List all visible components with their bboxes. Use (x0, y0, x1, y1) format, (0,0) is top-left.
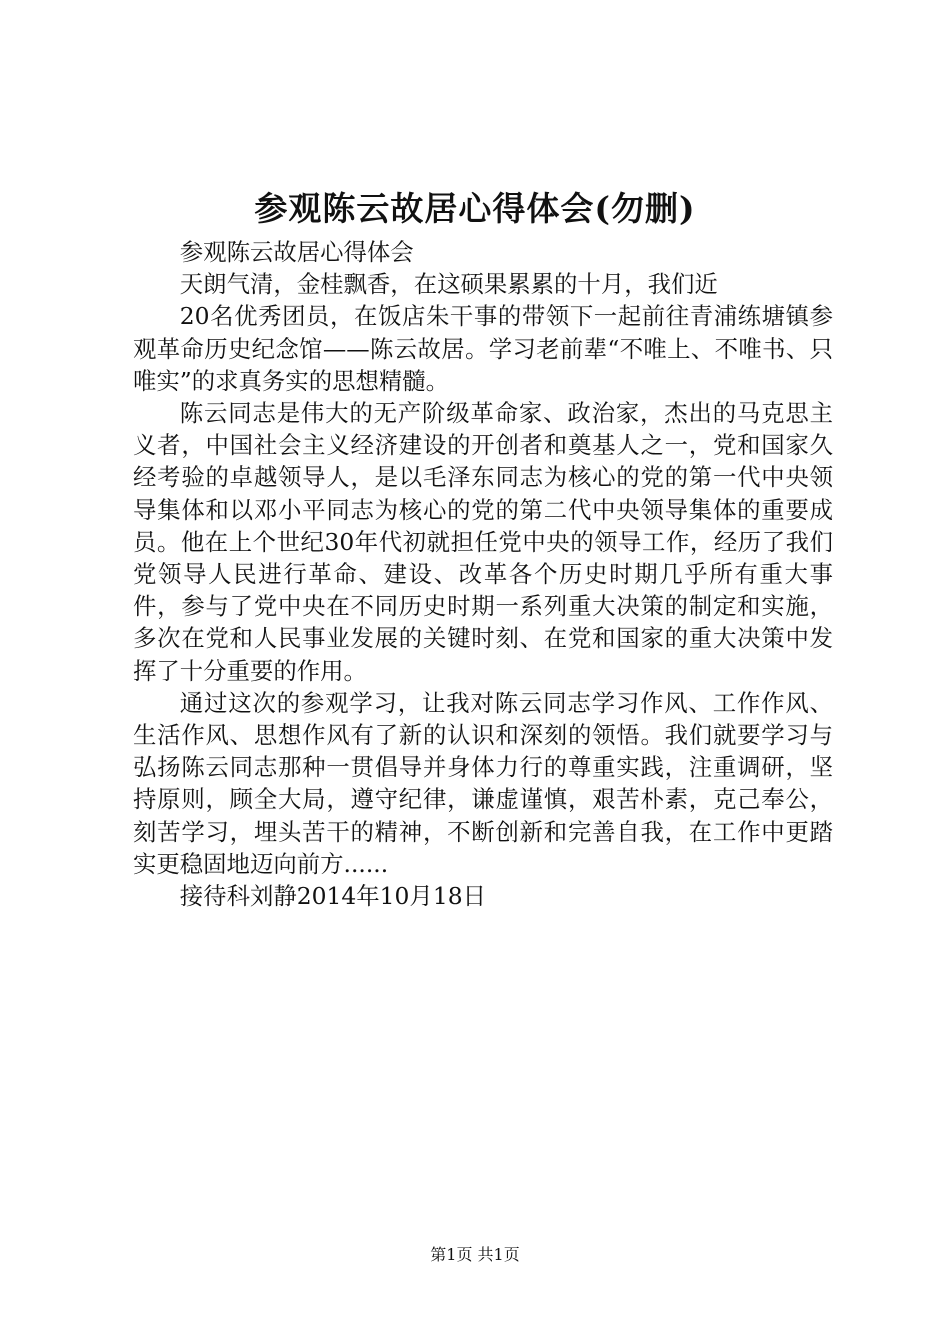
paragraph-visit: 20名优秀团员，在饭店朱干事的带领下一起前往青浦练塘镇参观革命历史纪念馆——陈云故居。学习老前辈“不唯上、不唯书、只唯实”的求真务实的思想精髓。 (133, 302, 833, 395)
paragraph-reflection: 通过这次的参观学习，让我对陈云同志学习作风、工作作风、生活作风、思想作风有了新的认识和深刻的领悟。我们就要学习与弘扬陈云同志那种一贯倡导并身体力行的尊重实践，注重调研，坚持原则，顾全大局，遵守纪律，谦虚谨慎，艰苦朴素，克己奉公，刻苦学习，埋头苦干的精神，不断创新和完善自我，在工作中更踏实更稳固地迈向前方...... (133, 688, 833, 878)
paragraph-subtitle: 参观陈云故居心得体会 (179, 238, 414, 266)
paragraph-biography: 陈云同志是伟大的无产阶级革命家、政治家，杰出的马克思主义者，中国社会主义经济建设的开创者和奠基人之一，党和国家久经考验的卓越领导人，是以毛泽东同志为核心的党的第一代中央领导集体和以邓小平同志为核心的党的第二代中央领导集体的重要成员。他在上个世纪30年代初就担任党中央的领导工作，经历了我们党领导人民进行革命、建设、改革各个历史时期几乎所有重大事件，参与了党中央在不同历史时期一系列重大决策的制定和实施，多次在党和人民事业发展的关键时刻、在党和国家的重大决策中发挥了十分重要的作用。 (133, 399, 833, 685)
document-title: 参观陈云故居心得体会(勿删) (254, 189, 696, 228)
page-number-footer: 第1页 共1页 (430, 1245, 520, 1264)
paragraph-signature: 接待科刘静2014年10月18日 (179, 882, 486, 911)
document-body (133, 236, 833, 912)
paragraph-intro: 天朗气清，金桂飘香，在这硕果累累的十月，我们近 (179, 270, 718, 299)
